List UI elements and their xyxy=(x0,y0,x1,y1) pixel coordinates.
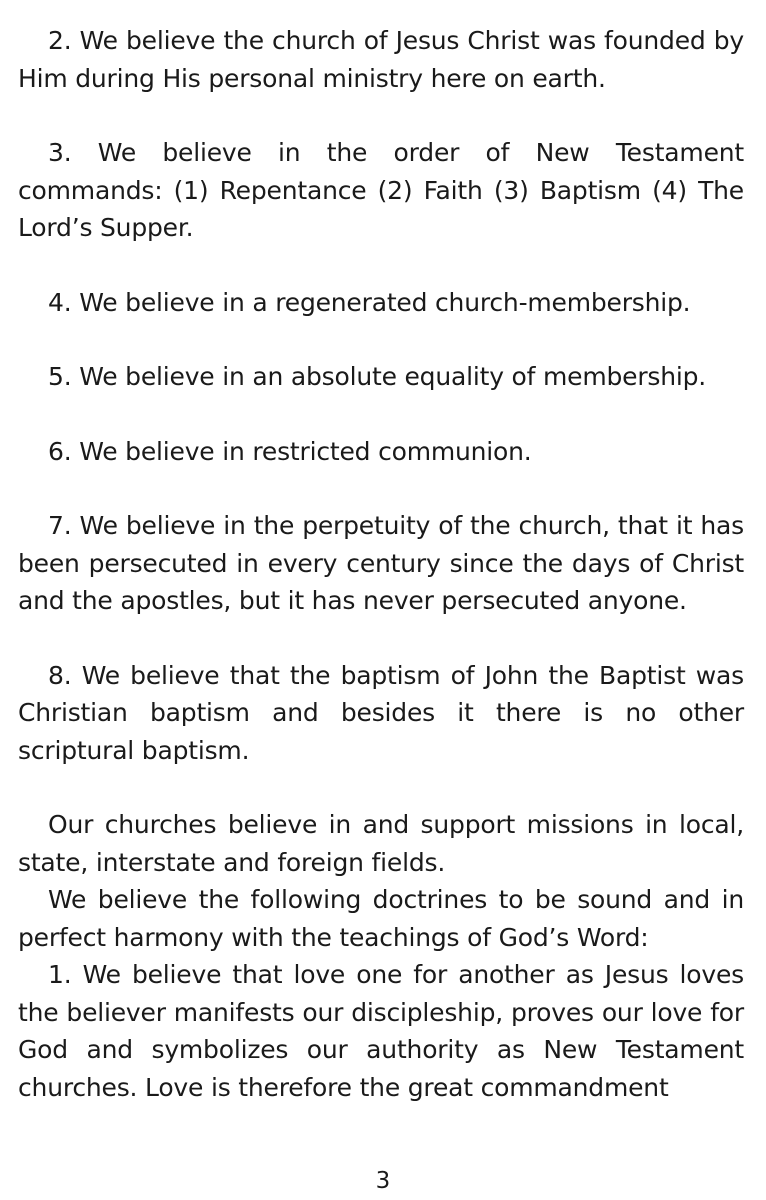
paragraph-doctrine-love: 1. We believe that love one for another as Jesus loves the believer manifests our discipleship, proves our love for God and symbolizes our authority as New Testament churches. Love is therefore the great commandment xyxy=(18,960,744,1102)
paragraph-doctrine-2: 2. We believe the church of Jesus Christ was founded by Him during His personal ministry here on earth. xyxy=(18,26,744,93)
paragraph-doctrine-8: 8. We believe that the baptism of John the Baptist was Christian baptism and besides it there is no other scriptural baptism. xyxy=(18,660,744,765)
paragraph-doctrine-7: 7. We believe in the perpetuity of the church, that it has been persecuted in every century since the days of Christ and the apostles, but it has never persecuted anyone. xyxy=(18,511,744,615)
paragraph-doctrine-4: 4. We believe in a regenerated church-membership. xyxy=(48,287,691,317)
paragraph-doctrine-5: 5. We believe in an absolute equality of membership. xyxy=(48,362,707,391)
page-body xyxy=(18,22,744,1106)
paragraph-doctrine-3: 3. We believe in the order of New Testament commands: (1) Repentance (2) Faith (3) Baptism (4) The Lord’s Supper. xyxy=(18,138,744,242)
paragraph-missions: Our churches believe in and support missions in local, state, interstate and foreign fields. xyxy=(18,810,744,877)
paragraph-doctrines-intro: We believe the following doctrines to be sound and in perfect harmony with the teachings of God’s Word: xyxy=(18,885,744,952)
page-number: 3 xyxy=(375,1168,391,1194)
paragraph-doctrine-6: 6. We believe in restricted communion. xyxy=(48,436,532,466)
